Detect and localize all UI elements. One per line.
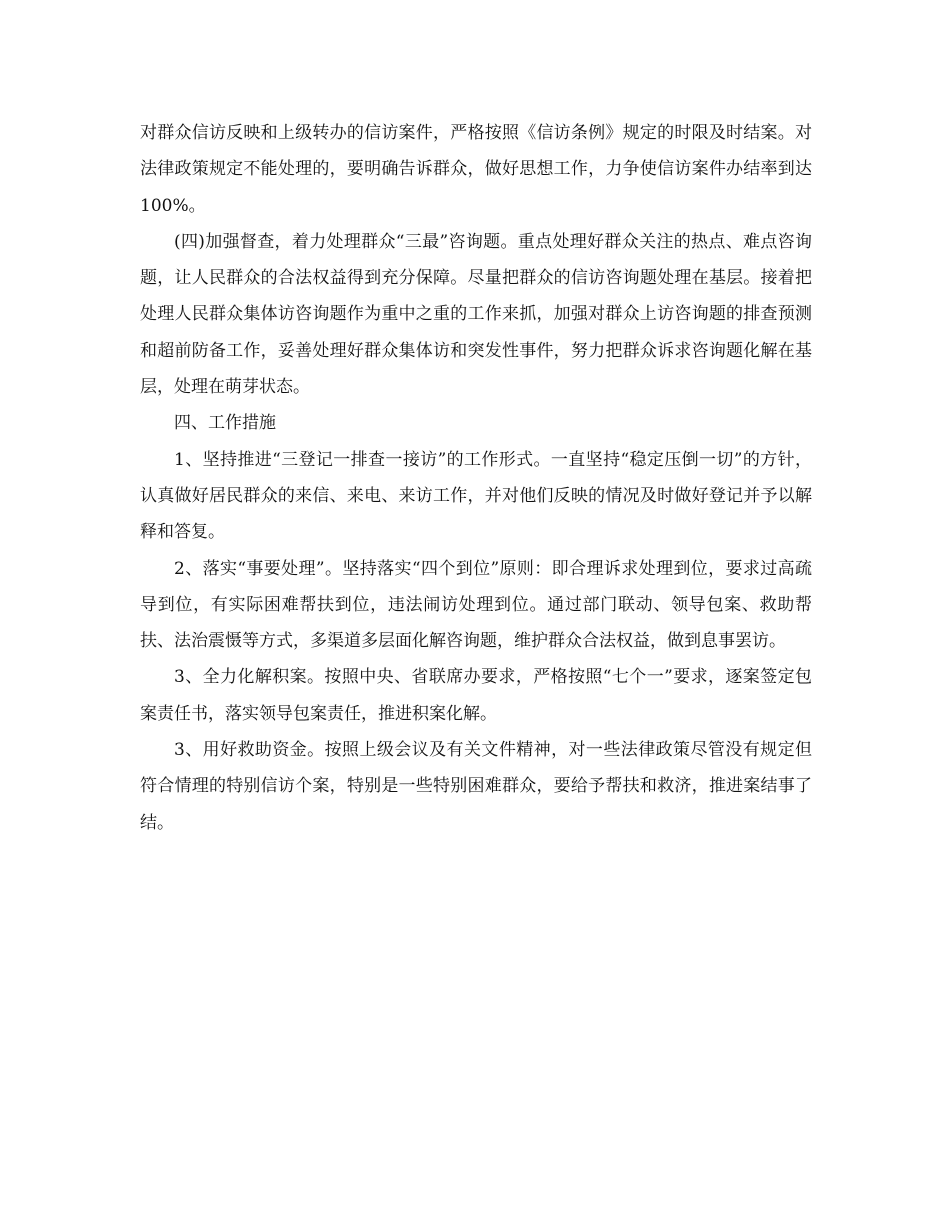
- paragraph-section-four-supervision: (四)加强督查，着力处理群众“三最”咨询题。重点处理好群众关注的热点、难点咨询题，让人民群众的合法权益得到充分保障。尽量把群众的信访咨询题处理在基层。接着把处理人民群众集体访咨询题作为重中之重的工作来抓，加强对群众上访咨询题的排查预测和超前防备工作，妥善处理好群众集体访和突发性事件，努力把群众诉求咨询题化解在基层，处理在萌芽状态。: [140, 231, 812, 398]
- paragraph-measure-3b: 3、用好救助资金。按照上级会议及有关文件精神，对一些法律政策尽管没有规定但符合情理的特别信访个案，特别是一些特别困难群众，要给予帮扶和救济，推进案结事了结。: [140, 740, 812, 833]
- paragraph-continuation: 对群众信访反映和上级转办的信访案件，严格按照《信访条例》规定的时限及时结案。对法律政策规定不能处理的，要明确告诉群众，做好思想工作，力争使信访案件办结率到达100%。: [140, 123, 812, 216]
- paragraph-measure-3: 3、全力化解积案。按照中央、省联席办要求，严格按照“七个一”要求，逐案签定包案责任书，落实领导包案责任，推进积案化解。: [140, 667, 812, 724]
- paragraph-measure-2: 2、落实“事要处理”。坚持落实“四个到位”原则：即合理诉求处理到位，要求过高疏导到位，有实际困难帮扶到位，违法闹访处理到位。通过部门联动、领导包案、救助帮扶、法治震慑等方式，多渠道多层面化解咨询题，维护群众合法权益，做到息事罢访。: [140, 558, 812, 652]
- document-body: [140, 115, 812, 841]
- section-heading-work-measures: 四、工作措施: [174, 413, 276, 434]
- paragraph-measure-1: 1、坚持推进“三登记一排查一接访”的工作形式。一直坚持“稳定压倒一切”的方针，认真做好居民群众的来信、来电、来访工作，并对他们反映的情况及时做好登记并予以解释和答复。: [140, 449, 812, 543]
